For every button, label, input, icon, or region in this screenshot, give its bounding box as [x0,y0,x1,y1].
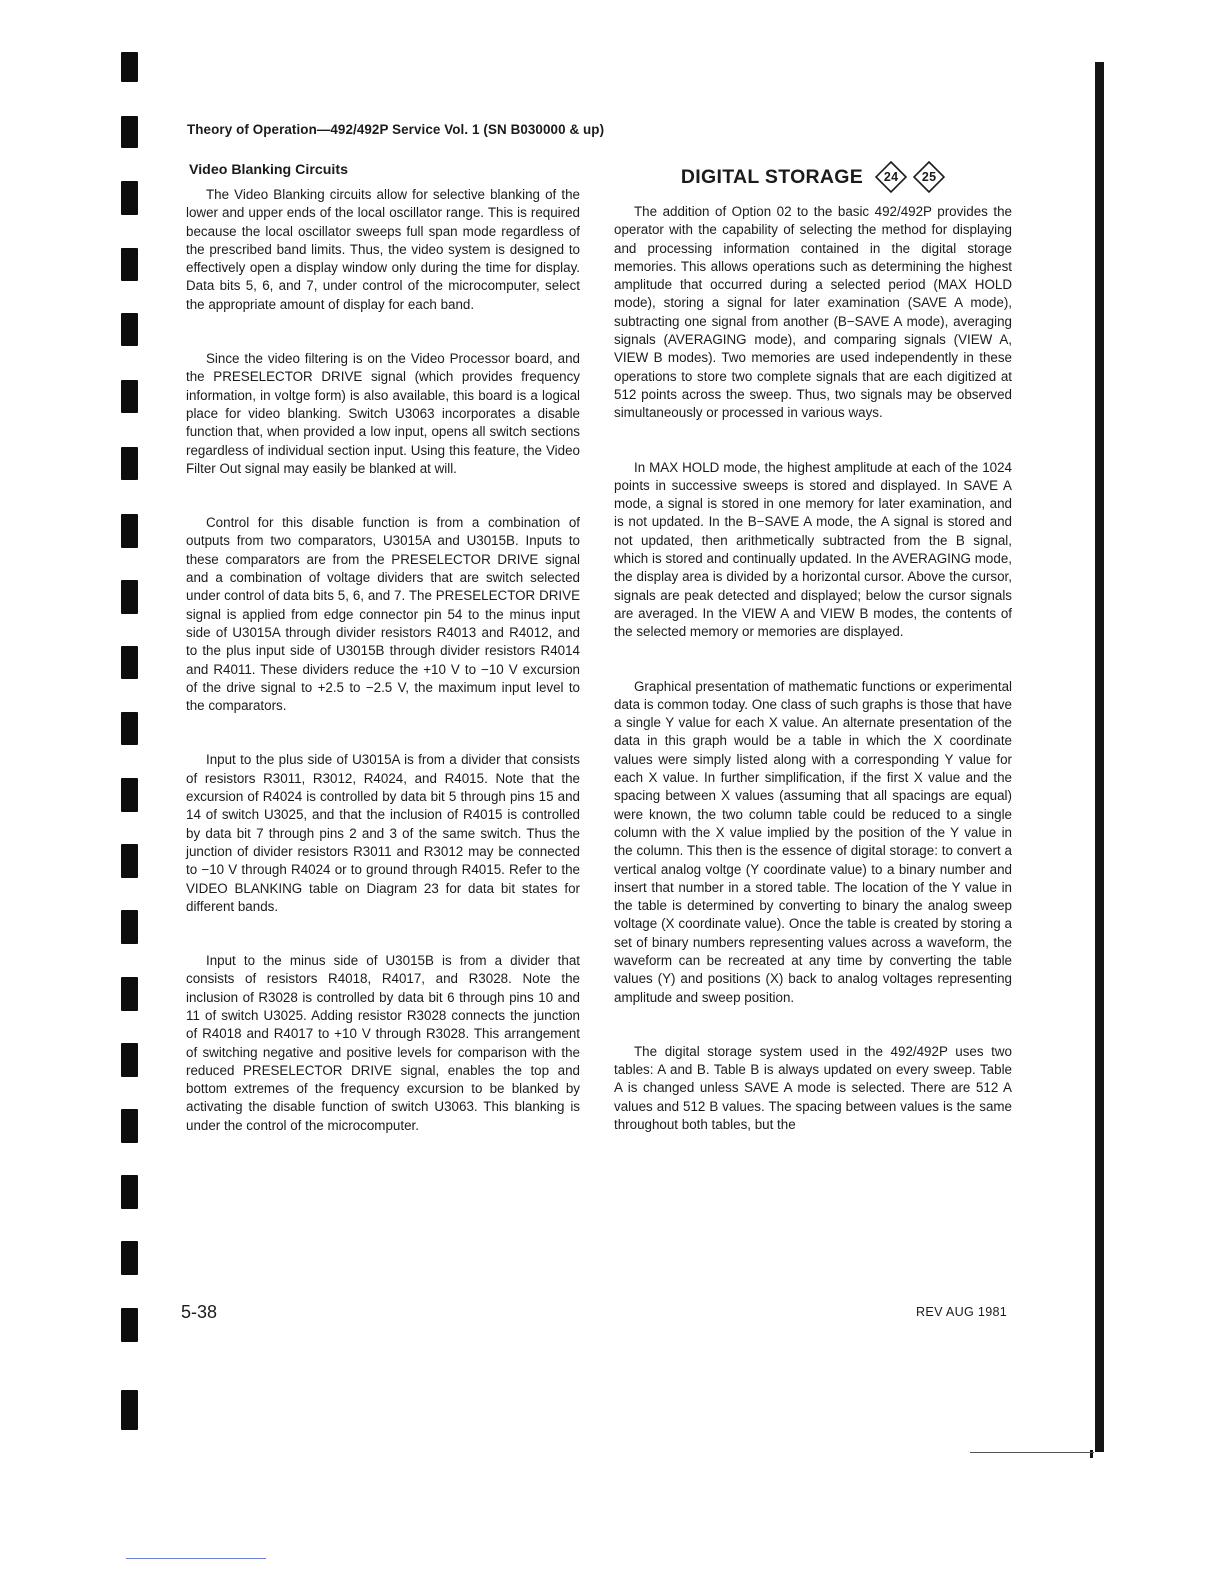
paragraph: Input to the minus side of U3015B is from a divider that consists of resistors R4018, R4017, and R3028. Note the inclusion of R3028 is controlled by data bit 6 through pins 10 and 11 of switch U3025. Adding resistor R3028 connects the junction of R4018 and R4017 to +10 V through R3028. This arrangement of switching negative and positive levels for comparison with the reduced PRESELECTOR DRIVE signal, enables the top and bottom extremes of the frequency excursion to be blanked by activating the disable function of switch U3063. This blanking is under the control of the microcomputer. [186,953,580,1133]
binding-mark [121,380,138,413]
paragraph: In MAX HOLD mode, the highest amplitude at each of the 1024 points in successive sweeps is stored and displayed. In SAVE A mode, a signal is stored in one memory for later examination, and is not updated. In the B−SAVE A mode, the A signal is stored and not updated, then arithmetically subtracted from the B signal, which is stored and continually updated. In the AVERAGING mode, the display area is divided by a horizontal cursor. Above the cursor, signals are peak detected and displayed; below the cursor signals are averaged. In the VIEW A and VIEW B modes, the contents of the selected memory or memories are displayed. [614,459,1012,640]
right-edge-artifact [1095,62,1104,1452]
page-number: 5-38 [181,1302,218,1322]
section-heading-digital-storage [614,162,1012,192]
binding-mark [121,1175,138,1209]
running-header: Theory of Operation—492/492P Service Vol. 1 (SN B030000 & up) [187,122,605,137]
diagram-ref-label: 25 [921,170,937,184]
binding-mark [121,447,138,480]
digital-storage-title: DIGITAL STORAGE [680,165,864,188]
paragraph: The addition of Option 02 to the basic 492/492P provides the operator with the capability of selecting the method for displaying and processing information contained in the digital storage memories. This allows operations such as determining the highest amplitude that occurred during a selected period (MAX HOLD mode), storing a signal for later examination (SAVE A mode), subtracting one signal from another (B−SAVE A mode), averaging signals (AVERAGING mode), and comparing signals (VIEW A, VIEW B modes). Two memories are used independently in these operations to store two complete signals that are each digitized at 512 points across the sweep. Thus, two signals may be observed simultaneously or processed in various ways. [614,204,1012,421]
left-column [186,162,580,1135]
binding-mark [121,1043,138,1077]
diagram-ref-diamond-icon [875,161,907,193]
binding-mark [121,313,138,346]
paragraph: Since the video filtering is on the Video Processor board, and the PRESELECTOR DRIVE signal (which provides frequency information, in voltge form) is also available, this board is a logical place for video blanking. Switch U3063 incorporates a disable function that, when provided a low input, opens all switch sections regardless of individual section input. Using this feature, the Video Filter Out signal may easily be blanked at will. [186,351,580,476]
section-heading-video-blanking: Video Blanking Circuits [189,162,348,178]
right-column [614,162,1012,1134]
binding-mark [121,977,138,1011]
binding-mark [121,1241,138,1275]
paragraph: The Video Blanking circuits allow for selective blanking of the lower and upper ends of the local oscillator range. This is required because the local oscillator sweeps full span mode regardless of the prescribed band limits. Thus, the video system is designed to effectively open a display window only during the time for display. Data bits 5, 6, and 7, under control of the microcomputer, select the appropriate amount of display for each band. [186,187,580,312]
paragraph: Input to the plus side of U3015A is from a divider that consists of resistors R3011, R3012, R4024, and R4015. Note that the excursion of R4024 is controlled by data bit 5 through pins 15 and 14 of switch U3025, and that the inclusion of R4015 is controlled by data bit 7 through pins 2 and 3 of the same switch. Thus the junction of divider resistors R3011 and R3012 may be connected to −10 V through R4024 or to ground through R4015. Refer to the VIDEO BLANKING table on Diagram 23 for data bit states for different bands. [186,752,580,914]
binding-mark [121,580,138,614]
binding-mark [121,52,138,82]
bottom-edge-line [970,1452,1094,1453]
binding-marks [0,0,140,1584]
diagram-ref-label: 24 [883,170,899,184]
binding-mark [121,712,138,745]
binding-mark [121,1308,138,1342]
binding-mark [121,514,138,548]
binding-mark [121,910,138,944]
paragraph: The digital storage system used in the 492/492P uses two tables: A and B. Table B is always updated on every sweep. Table A is changed unless SAVE A mode is selected. There are 512 A values and 512 B values. The spacing between values is the same throughout both tables, but the [614,1043,1012,1133]
binding-mark [121,1109,138,1143]
binding-mark [121,248,138,281]
blue-rule [126,1558,266,1559]
revision-date: REV AUG 1981 [916,1305,1008,1319]
diagram-refs [875,161,945,193]
binding-mark [121,116,138,148]
paragraph: Control for this disable function is from a combination of outputs from two comparators, U3015A and U3015B. Inputs to these comparators are from the PRESELECTOR DRIVE signal and a combination of voltage dividers that are switch selected under control of data bits 5, 6, and 7. The PRESELECTOR DRIVE signal is applied from edge connector pin 54 to the minus input side of U3015A through divider resistors R4013 and R4012, and to the plus input side of U3015B through divider resistors R4014 and R4011. These dividers reduce the +10 V to −10 V excursion of the drive signal to +2.5 to −2.5 V, the maximum input level to the comparators. [186,515,580,714]
binding-mark [121,646,138,679]
binding-mark [121,844,138,878]
binding-mark [121,181,138,215]
paragraph: Graphical presentation of mathematic functions or experimental data is common today. One class of such graphs is those that have a single Y value for each X value. An alternate presentation of the data in this graph would be a table in which the X coordinate values were simply listed along with a corresponding Y value for each X value. In further simplification, if the first X value and the spacing between X values (assuming that all spacings are equal) were known, the two column table could be reduced to a single column with the X value implied by the position of the Y value in the column. This then is the essence of digital storage: to convert a vertical analog voltge (Y coordinate value) to a binary number and insert that number in a stored table. The location of the Y value in the table is determined by converting to binary the analog sweep voltage (X coordinate value). Once the table is created by storing a set of binary numbers representing values across a waveform, the waveform can be recreated at any time by converting the table values (Y) and positions (X) back to analog voltages representing amplitude and sweep position. [614,678,1012,1005]
diagram-ref-diamond-icon [913,161,945,193]
binding-mark [121,778,138,812]
binding-mark [121,1390,138,1430]
